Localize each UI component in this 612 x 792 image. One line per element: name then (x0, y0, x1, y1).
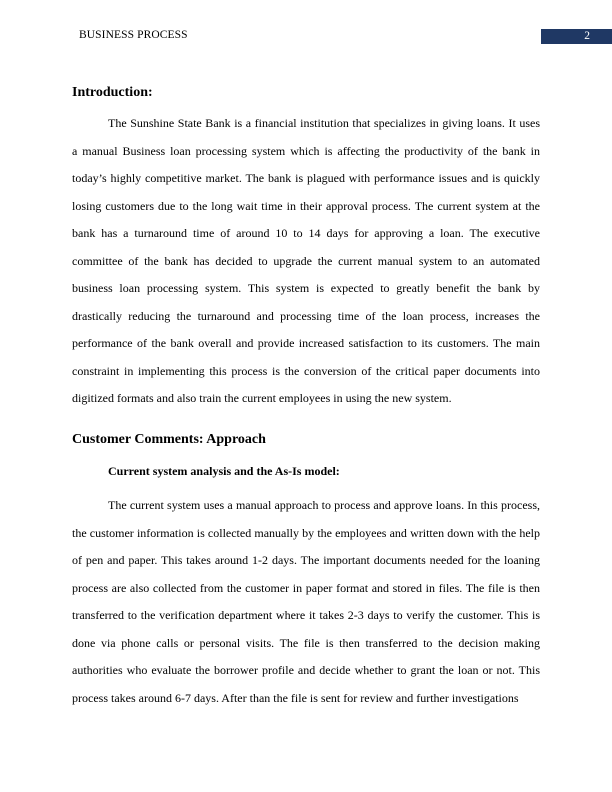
section-heading-customer-comments: Customer Comments: Approach (72, 432, 266, 447)
page-number-box (541, 29, 612, 44)
section-heading-introduction: Introduction: (72, 85, 153, 100)
subheading-current-system-analysis: Current system analysis and the As-Is model: (108, 464, 340, 478)
introduction-paragraph: The Sunshine State Bank is a financial institution that specializes in giving loans. It uses a manual Business loan processing system which is affecting the productivity of the bank in today’s highly competitive market. The bank is plagued with performance issues and is quickly losing customers due to the long wait time in their approval process. The current system at the bank has a turnaround time of around 10 to 14 days for approving a loan. The executive committee of the bank has decided to upgrade the current manual system to an automated business loan processing system. This system is expected to greatly benefit the bank by drastically reducing the turnaround and processing time of the loan process, increases the performance of the bank overall and provide increased satisfaction to its customers. The main constraint in implementing this process is the conversion of the critical paper documents into digitized formats and also train the current employees in using the new system. (72, 116, 540, 405)
current-system-paragraph: The current system uses a manual approach to process and approve loans. In this process, the customer information is collected manually by the employees and written down with the help of pen and paper. This takes around 1-2 days. The important documents needed for the loaning process are also collected from the customer in paper format and stored in files. The file is then transferred to the verification department where it takes 2-3 days to verify the customer. This is done via phone calls or personal visits. The file is then transferred to the decision making authorities who evaluate the borrower profile and decide whether to grant the loan or not. This process takes around 6-7 days. After than the file is sent for review and further investigations (72, 498, 540, 705)
running-head-title: BUSINESS PROCESS (79, 29, 188, 41)
page-number: 2 (584, 30, 590, 42)
